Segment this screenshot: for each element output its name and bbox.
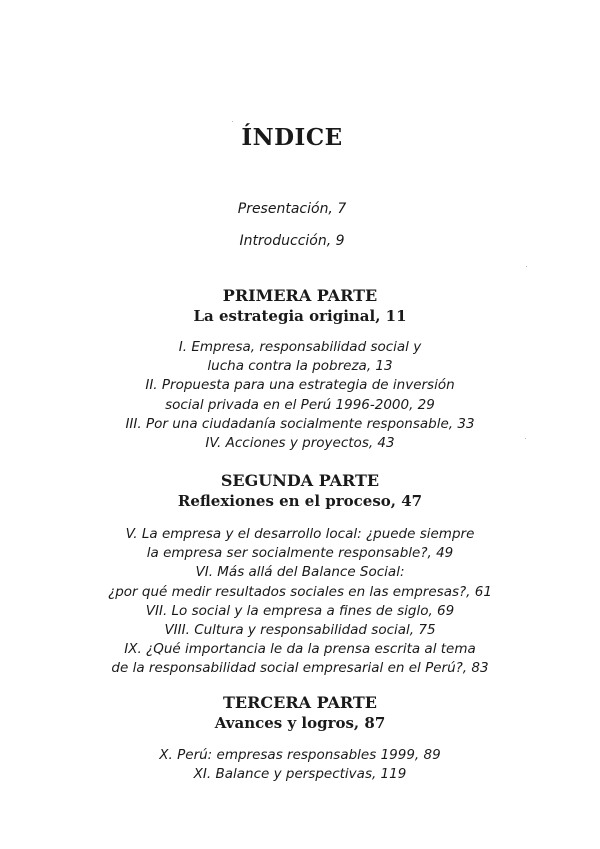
part-entries-tercera — [0, 746, 600, 784]
toc-entry: X. Perú: empresas responsables 1999, 89 — [159, 747, 441, 763]
toc-entry: lucha contra la pobreza, 13 — [207, 358, 393, 375]
part-entries-primera — [0, 338, 600, 453]
part-subtitle: Avances y logros, 87 — [214, 714, 386, 732]
part-subtitle: La estrategia original, 11 — [193, 307, 407, 325]
part-heading-segunda — [0, 471, 600, 511]
toc-entry: III. Por una ciudadanía socialmente responsable, 33 — [125, 415, 475, 432]
part-label: SEGUNDA PARTE — [220, 471, 380, 490]
part-subtitle: Reflexiones en el proceso, 47 — [177, 492, 423, 510]
part-label: TERCERA PARTE — [222, 693, 377, 712]
scan-speck — [232, 121, 233, 122]
toc-entry: ¿por qué medir resultados sociales en las empresas?, 61 — [108, 583, 492, 600]
page-title: ÍNDICE — [241, 124, 343, 151]
toc-entry: XI. Balance y perspectivas, 119 — [193, 766, 407, 783]
part-heading-tercera — [0, 693, 600, 733]
toc-entry: VI. Más allá del Balance Social: — [195, 564, 405, 581]
toc-entry: VIII. Cultura y responsabilidad social, 75 — [164, 622, 436, 639]
toc-entry: social privada en el Perú 1996-2000, 29 — [165, 396, 435, 413]
toc-entry: V. La empresa y el desarrollo local: ¿puede siempre — [125, 526, 475, 542]
toc-entry: de la responsabilidad social empresarial en el Perú?, 83 — [111, 660, 489, 677]
toc-entry-introduccion: Introducción, 9 — [239, 233, 345, 249]
toc-entry: II. Propuesta para una estrategia de inversión — [145, 377, 455, 394]
toc-entry-presentacion: Presentación, 7 — [237, 201, 347, 217]
part-label: PRIMERA PARTE — [222, 286, 378, 305]
toc-entry: VII. Lo social y la empresa a fines de siglo, 69 — [145, 602, 455, 619]
scan-speck — [525, 438, 526, 439]
part-heading-primera — [0, 286, 600, 326]
part-entries-segunda — [0, 525, 600, 679]
toc-entry: IV. Acciones y proyectos, 43 — [205, 435, 395, 452]
toc-entry: I. Empresa, responsabilidad social y — [178, 339, 422, 355]
scan-speck — [526, 266, 527, 267]
toc-entry: la empresa ser socialmente responsable?, 49 — [146, 545, 454, 562]
toc-entry: IX. ¿Qué importancia le da la prensa escrita al tema — [124, 641, 476, 658]
